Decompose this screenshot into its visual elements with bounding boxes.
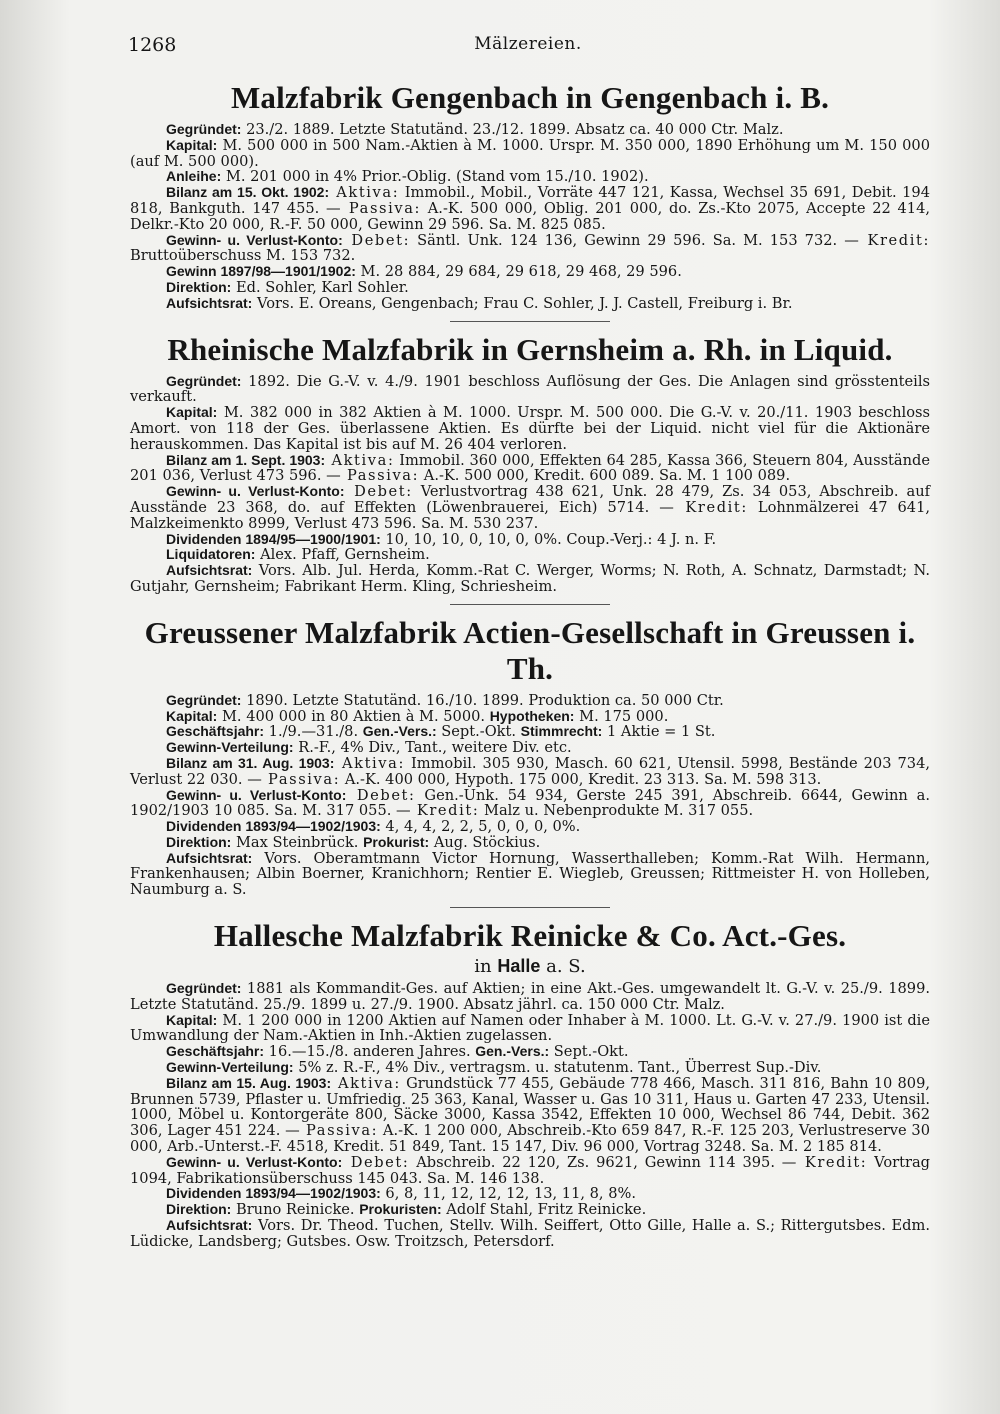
company-entry — [130, 80, 930, 312]
entry-text: M. 201 000 in 4% Prior.-Oblig. (Stand vom 15./10. 1902). — [221, 168, 649, 186]
entry-text: Vors. E. Oreans, Gengenbach; Frau C. Sohler, J. J. Castell, Freiburg i. Br. — [252, 294, 793, 312]
entry-paragraph — [130, 1155, 930, 1187]
entry-label: Bilanz am 15. Okt. 1902: — [166, 184, 330, 201]
company-title: Greussener Malzfabrik Actien-Gesellschaft in Greussen i. Th. — [144, 614, 916, 686]
entry-label: Aufsichtsrat: — [166, 294, 253, 311]
entry-text: Lohnmälzerei 47 641, Malzkeimenkto 8999, Verlust 473 596. Sa. M. 530 237. — [130, 498, 931, 532]
entry-label: Aufsichtsrat: — [166, 1217, 253, 1234]
entry-paragraph — [130, 233, 930, 265]
entry-paragraph — [130, 1218, 930, 1250]
spaced-term: Debet: — [344, 483, 413, 501]
entry-text: Bruno Reinicke. — [231, 1201, 360, 1219]
spaced-term: Aktiva: — [325, 451, 395, 469]
entry-paragraph — [130, 788, 930, 820]
spaced-term: Kredit: — [796, 1153, 868, 1171]
entry-paragraph — [130, 547, 930, 563]
entry-label: Hypotheken: — [489, 707, 575, 724]
entry-label: Direktion: — [166, 833, 232, 850]
entry-paragraph — [130, 374, 930, 406]
entry-text: Verlustvortrag 438 621, Unk. 28 479, Zs. 34 053, Abschreib. auf Ausstände 23 368, do. auf Effekten (Löwenbrauerei, Eich) 5714. — — [130, 483, 930, 516]
entry-paragraph — [130, 819, 930, 835]
entry-label: Gen.-Vers.: — [362, 723, 437, 740]
entry-paragraph — [130, 981, 930, 1013]
spaced-term: Debet: — [346, 786, 416, 804]
entry-text: M. 400 000 in 80 Aktien à M. 5000. — [217, 707, 490, 725]
entry-paragraph — [130, 1013, 930, 1045]
entry-label: Kapital: — [166, 404, 218, 421]
entry-label: Prokuristen: — [359, 1201, 442, 1218]
spaced-term: Passiva: — [340, 467, 420, 485]
entry-text: Max Steinbrück. — [231, 833, 364, 851]
entry-label: Kapital: — [166, 1011, 218, 1028]
entry-text: 1881 als Kommandit-Ges. auf Aktien; in eine Akt.-Ges. umgewandelt lt. G.-V. v. 25./9. 1899. Letzte Statutänd. 25./9. 1899 u. 27./9. 1900. Absatz jährl. ca. 150 000 Ctr. Malz. — [130, 980, 930, 1013]
spaced-term: Aktiva: — [334, 754, 405, 772]
spaced-term: Aktiva: — [329, 184, 400, 202]
entry-label: Dividenden 1893/94—1902/1903: — [166, 818, 381, 835]
spaced-term: Passiva: — [299, 1122, 379, 1140]
page-header — [128, 34, 928, 60]
entry-paragraph — [130, 296, 930, 312]
entry-paragraph — [130, 709, 930, 725]
document-body — [130, 80, 930, 1254]
spaced-term: Kredit: — [410, 802, 480, 820]
entry-paragraph — [130, 740, 930, 756]
entry-paragraph — [130, 264, 930, 280]
entry-paragraph — [130, 185, 930, 232]
entry-text: Vortrag 1094, Fabrikationsüberschuss 145 043. Sa. M. 146 138. — [130, 1153, 931, 1187]
entry-paragraph — [130, 1186, 930, 1202]
company-title: Rheinische Malzfabrik in Gernsheim a. Rh. in Liquid. — [167, 331, 893, 367]
entry-label: Aufsichtsrat: — [166, 849, 253, 866]
entry-label: Dividenden 1894/95—1900/1901: — [166, 530, 381, 547]
entry-text: 5% z. R.-F., 4% Div., vertragsm. u. statutenm. Tant., Überrest Sup.-Div. — [293, 1059, 822, 1077]
entry-paragraph — [130, 1076, 930, 1155]
entry-paragraph — [130, 405, 930, 452]
entry-text: 1 Aktie = 1 St. — [602, 723, 716, 741]
entry-paragraph — [130, 169, 930, 185]
entry-paragraph — [130, 835, 930, 851]
entry-text: Abschreib. 22 120, Zs. 9621, Gewinn 114 395. — — [409, 1153, 797, 1171]
spaced-term: Kredit: — [673, 498, 748, 516]
entry-text: Adolf Stahl, Fritz Reinicke. — [441, 1201, 647, 1219]
entry-text: Grundstück 77 455, Gebäude 778 466, Masch. 311 816, Bahn 10 809, Brunnen 5739, Pflaster u. Umfriedig. 25 363, Kanal, Wasser u. Gas 10 311, Haus u. Garten 47 233, Utensil. 1000, Möbel u. Kontorgeräte 800, Säcke 3000, Kassa 3542, Effekten 10 000, Wechsel 86 744, Debit. 362 306, Lager 451 224. — — [130, 1074, 931, 1140]
entry-text: Vors. Alb. Jul. Herda, Komm.-Rat C. Werger, Worms; N. Roth, A. Schnatz, Darmstadt; N. Gutjahr, Gernsheim; Fabrikant Herm. Kling, Schriesheim. — [130, 562, 930, 595]
spaced-term: Passiva: — [340, 199, 422, 217]
entry-text: 4, 4, 4, 2, 2, 5, 0, 0, 0, 0%. — [380, 818, 581, 836]
company-title: Malzfabrik Gengenbach in Gengenbach i. B. — [230, 80, 830, 115]
company-title: Hallesche Malzfabrik Reinicke & Co. Act.-Ges. — [213, 918, 847, 954]
entry-label: Kapital: — [166, 136, 218, 153]
spaced-term: Passiva: — [261, 770, 341, 788]
entry-paragraph — [130, 280, 930, 296]
entry-text: Immobil., Mobil., Vorräte 447 121, Kassa, Wechsel 35 691, Debit. 194 818, Bankguth. 147 455. — — [130, 184, 930, 217]
entry-text: 1./9.—31./8. — [264, 723, 363, 741]
company-entry — [130, 332, 930, 595]
entry-text: Vors. Oberamtmann Victor Hornung, Wasserthalleben; Komm.-Rat Wilh. Hermann, Frankenhausen; Albin Boerner, Kranichhorn; Rentier E. Wiegleb, Greussen; Rittmeister H. von Holleben, Naumburg a. S. — [130, 849, 930, 899]
entry-text: Malz u. Nebenprodukte M. 317 055. — [479, 802, 754, 820]
entry-label: Gewinn- u. Verlust-Konto: — [166, 1153, 343, 1170]
entry-paragraph — [130, 563, 930, 595]
company-entry — [130, 615, 930, 898]
entry-label: Prokurist: — [363, 833, 430, 850]
entry-text: A.-K. 1 200 000, Abschreib.-Kto 659 847, R.-F. 125 203, Verlustreserve 30 000, Arb.-Unterst.-F. 4518, Kredit. 51 849, Tant. 15 147, Div. 96 000, Vortrag 3248. Sa. M. 2 185 814. — [130, 1122, 930, 1156]
entry-text: A.-K. 500 000, Oblig. 201 000, do. Zs.-Kto 2075, Accepte 22 414, Delkr.-Kto 20 000, R.-F. 50 000, Gewinn 29 596. Sa. M. 825 085. — [130, 199, 930, 233]
entry-label: Gegründet: — [166, 121, 242, 137]
location-part: Halle — [497, 956, 541, 977]
entry-paragraph — [130, 693, 930, 709]
entry-text: M. 1 200 000 in 1200 Aktien auf Namen oder Inhaber à M. 1000. Lt. G.-V. v. 27./9. 1900 ist die Umwandlung der Nam.-Aktien in Inh.-Aktien zugelassen. — [130, 1011, 930, 1045]
entry-paragraph — [130, 851, 930, 898]
entry-text: Säntl. Unk. 124 136, Gewinn 29 596. Sa. M. 153 732. — — [410, 231, 859, 249]
entry-text: R.-F., 4% Div., Tant., weitere Div. etc. — [293, 739, 572, 757]
entry-label: Gewinn 1897/98—1901/1902: — [166, 263, 356, 280]
company-location — [130, 956, 930, 977]
spaced-term: Aktiva: — [331, 1074, 401, 1092]
entry-label: Gegründet: — [166, 372, 242, 389]
entry-label: Bilanz am 1. Sept. 1903: — [166, 451, 326, 468]
entry-paragraph — [130, 484, 930, 531]
entry-text: M. 382 000 in 382 Aktien à M. 1000. Urspr. M. 500 000. Die G.-V. v. 20./11. 1903 beschloss Amort. von 118 der Ges. überlassene Aktien. Es dürfte bei der Liquid. nicht viel für die Aktionäre herauskommen. Das Kapital ist bis auf M. 26 404 verloren. — [130, 404, 930, 453]
entry-label: Gewinn- u. Verlust-Konto: — [166, 231, 343, 248]
entry-label: Bilanz am 15. Aug. 1903: — [166, 1074, 332, 1091]
entry-paragraph — [130, 532, 930, 548]
entry-text: Immobil. 360 000, Effekten 64 285, Kassa 366, Steuern 804, Ausstände 201 036, Verlust 473 596. — — [130, 451, 930, 485]
entry-text: Alex. Pfaff, Gernsheim. — [255, 546, 430, 564]
entry-paragraph — [130, 453, 930, 485]
entry-text: 10, 10, 10, 0, 10, 0, 0%. Coup.-Verj.: 4 J. n. F. — [380, 530, 717, 548]
section-divider — [450, 321, 610, 322]
entry-text: Gen.-Unk. 54 934, Gerste 245 391, Abschreib. 6644, Gewinn a. 1902/1903 10 085. Sa. M. 317 055. — — [130, 786, 930, 820]
spaced-term: Debet: — [342, 1153, 410, 1171]
entry-text: 23./2. 1889. Letzte Statutänd. 23./12. 1899. Absatz ca. 40 000 Ctr. Malz. — [241, 121, 784, 138]
entry-label: Geschäftsjahr: — [166, 1043, 265, 1060]
entry-text: M. 500 000 in 500 Nam.-Aktien à M. 1000. Urspr. M. 350 000, 1890 Erhöhung um M. 150 000 (auf M. 500 000). — [130, 136, 930, 170]
entry-paragraph — [130, 1060, 930, 1076]
entry-label: Gewinn- u. Verlust-Konto: — [166, 786, 347, 803]
entry-text: 1892. Die G.-V. v. 4./9. 1901 beschloss Auflösung der Ges. Die Anlagen sind grösstenteils verkauft. — [130, 372, 930, 406]
entry-text: Sept.-Okt. — [549, 1043, 629, 1061]
entry-text: Sept.-Okt. — [436, 723, 521, 741]
entry-text: A.-K. 400 000, Hypoth. 175 000, Kredit. 23 313. Sa. M. 598 313. — [340, 770, 822, 788]
entry-label: Gegründet: — [166, 980, 242, 997]
entry-label: Anleihe: — [166, 168, 222, 185]
entry-text: M. 28 884, 29 684, 29 618, 29 468, 29 596. — [355, 263, 682, 281]
entry-text: Vors. Dr. Theod. Tuchen, Stellv. Wilh. Seiffert, Otto Gille, Halle a. S.; Rittergutsbes. Edm. Lüdicke, Landsberg; Gutsbes. Osw. Troitzsch, Petersdorf. — [130, 1217, 930, 1250]
entry-paragraph — [130, 756, 930, 788]
entry-text: Ed. Sohler, Karl Sohler. — [231, 278, 409, 296]
entry-label: Dividenden 1893/94—1902/1903: — [166, 1185, 381, 1202]
entry-label: Aufsichtsrat: — [166, 562, 253, 579]
entry-paragraph — [130, 138, 930, 170]
entry-label: Geschäftsjahr: — [166, 723, 265, 740]
running-title: Mälzereien. — [474, 34, 582, 54]
entry-label: Gen.-Vers.: — [475, 1043, 550, 1060]
entry-text: M. 175 000. — [574, 707, 669, 725]
entry-text: 1890. Letzte Statutänd. 16./10. 1899. Produktion ca. 50 000 Ctr. — [241, 691, 724, 709]
location-part: in — [474, 956, 498, 978]
company-entry — [130, 918, 930, 1250]
entry-text: 16.—15./8. anderen Jahres. — [264, 1043, 476, 1061]
entry-label: Gewinn-Verteilung: — [166, 739, 294, 756]
page-number: 1268 — [128, 34, 177, 56]
entry-paragraph — [130, 724, 930, 740]
entry-label: Stimmrecht: — [520, 723, 603, 740]
entry-label: Direktion: — [166, 1201, 232, 1218]
section-divider — [450, 907, 610, 908]
spaced-term: Kredit: — [858, 231, 930, 249]
entry-text: Aug. Stöckius. — [429, 833, 541, 851]
entry-text: 6, 8, 11, 12, 12, 12, 13, 11, 8, 8%. — [380, 1185, 637, 1203]
entry-text: Immobil. 305 930, Masch. 60 621, Utensil. 5998, Bestände 203 734, Verlust 22 030. — — [130, 754, 930, 788]
entry-label: Direktion: — [166, 278, 232, 295]
entry-label: Bilanz am 31. Aug. 1903: — [166, 754, 335, 771]
entry-label: Kapital: — [166, 707, 218, 724]
entry-label: Liquidatoren: — [166, 546, 256, 563]
entry-text: Bruttoüberschuss M. 153 732. — [130, 247, 356, 265]
spaced-term: Debet: — [342, 231, 411, 249]
entry-paragraph — [130, 122, 930, 138]
section-divider — [450, 604, 610, 605]
entry-label: Gewinn- u. Verlust-Konto: — [166, 483, 345, 500]
entry-label: Gegründet: — [166, 691, 242, 708]
location-part: a. S. — [540, 956, 586, 978]
entry-label: Gewinn-Verteilung: — [166, 1059, 294, 1076]
entry-paragraph — [130, 1202, 930, 1218]
entry-text: A.-K. 500 000, Kredit. 600 089. Sa. M. 1 100 089. — [419, 467, 791, 485]
entry-paragraph — [130, 1044, 930, 1060]
